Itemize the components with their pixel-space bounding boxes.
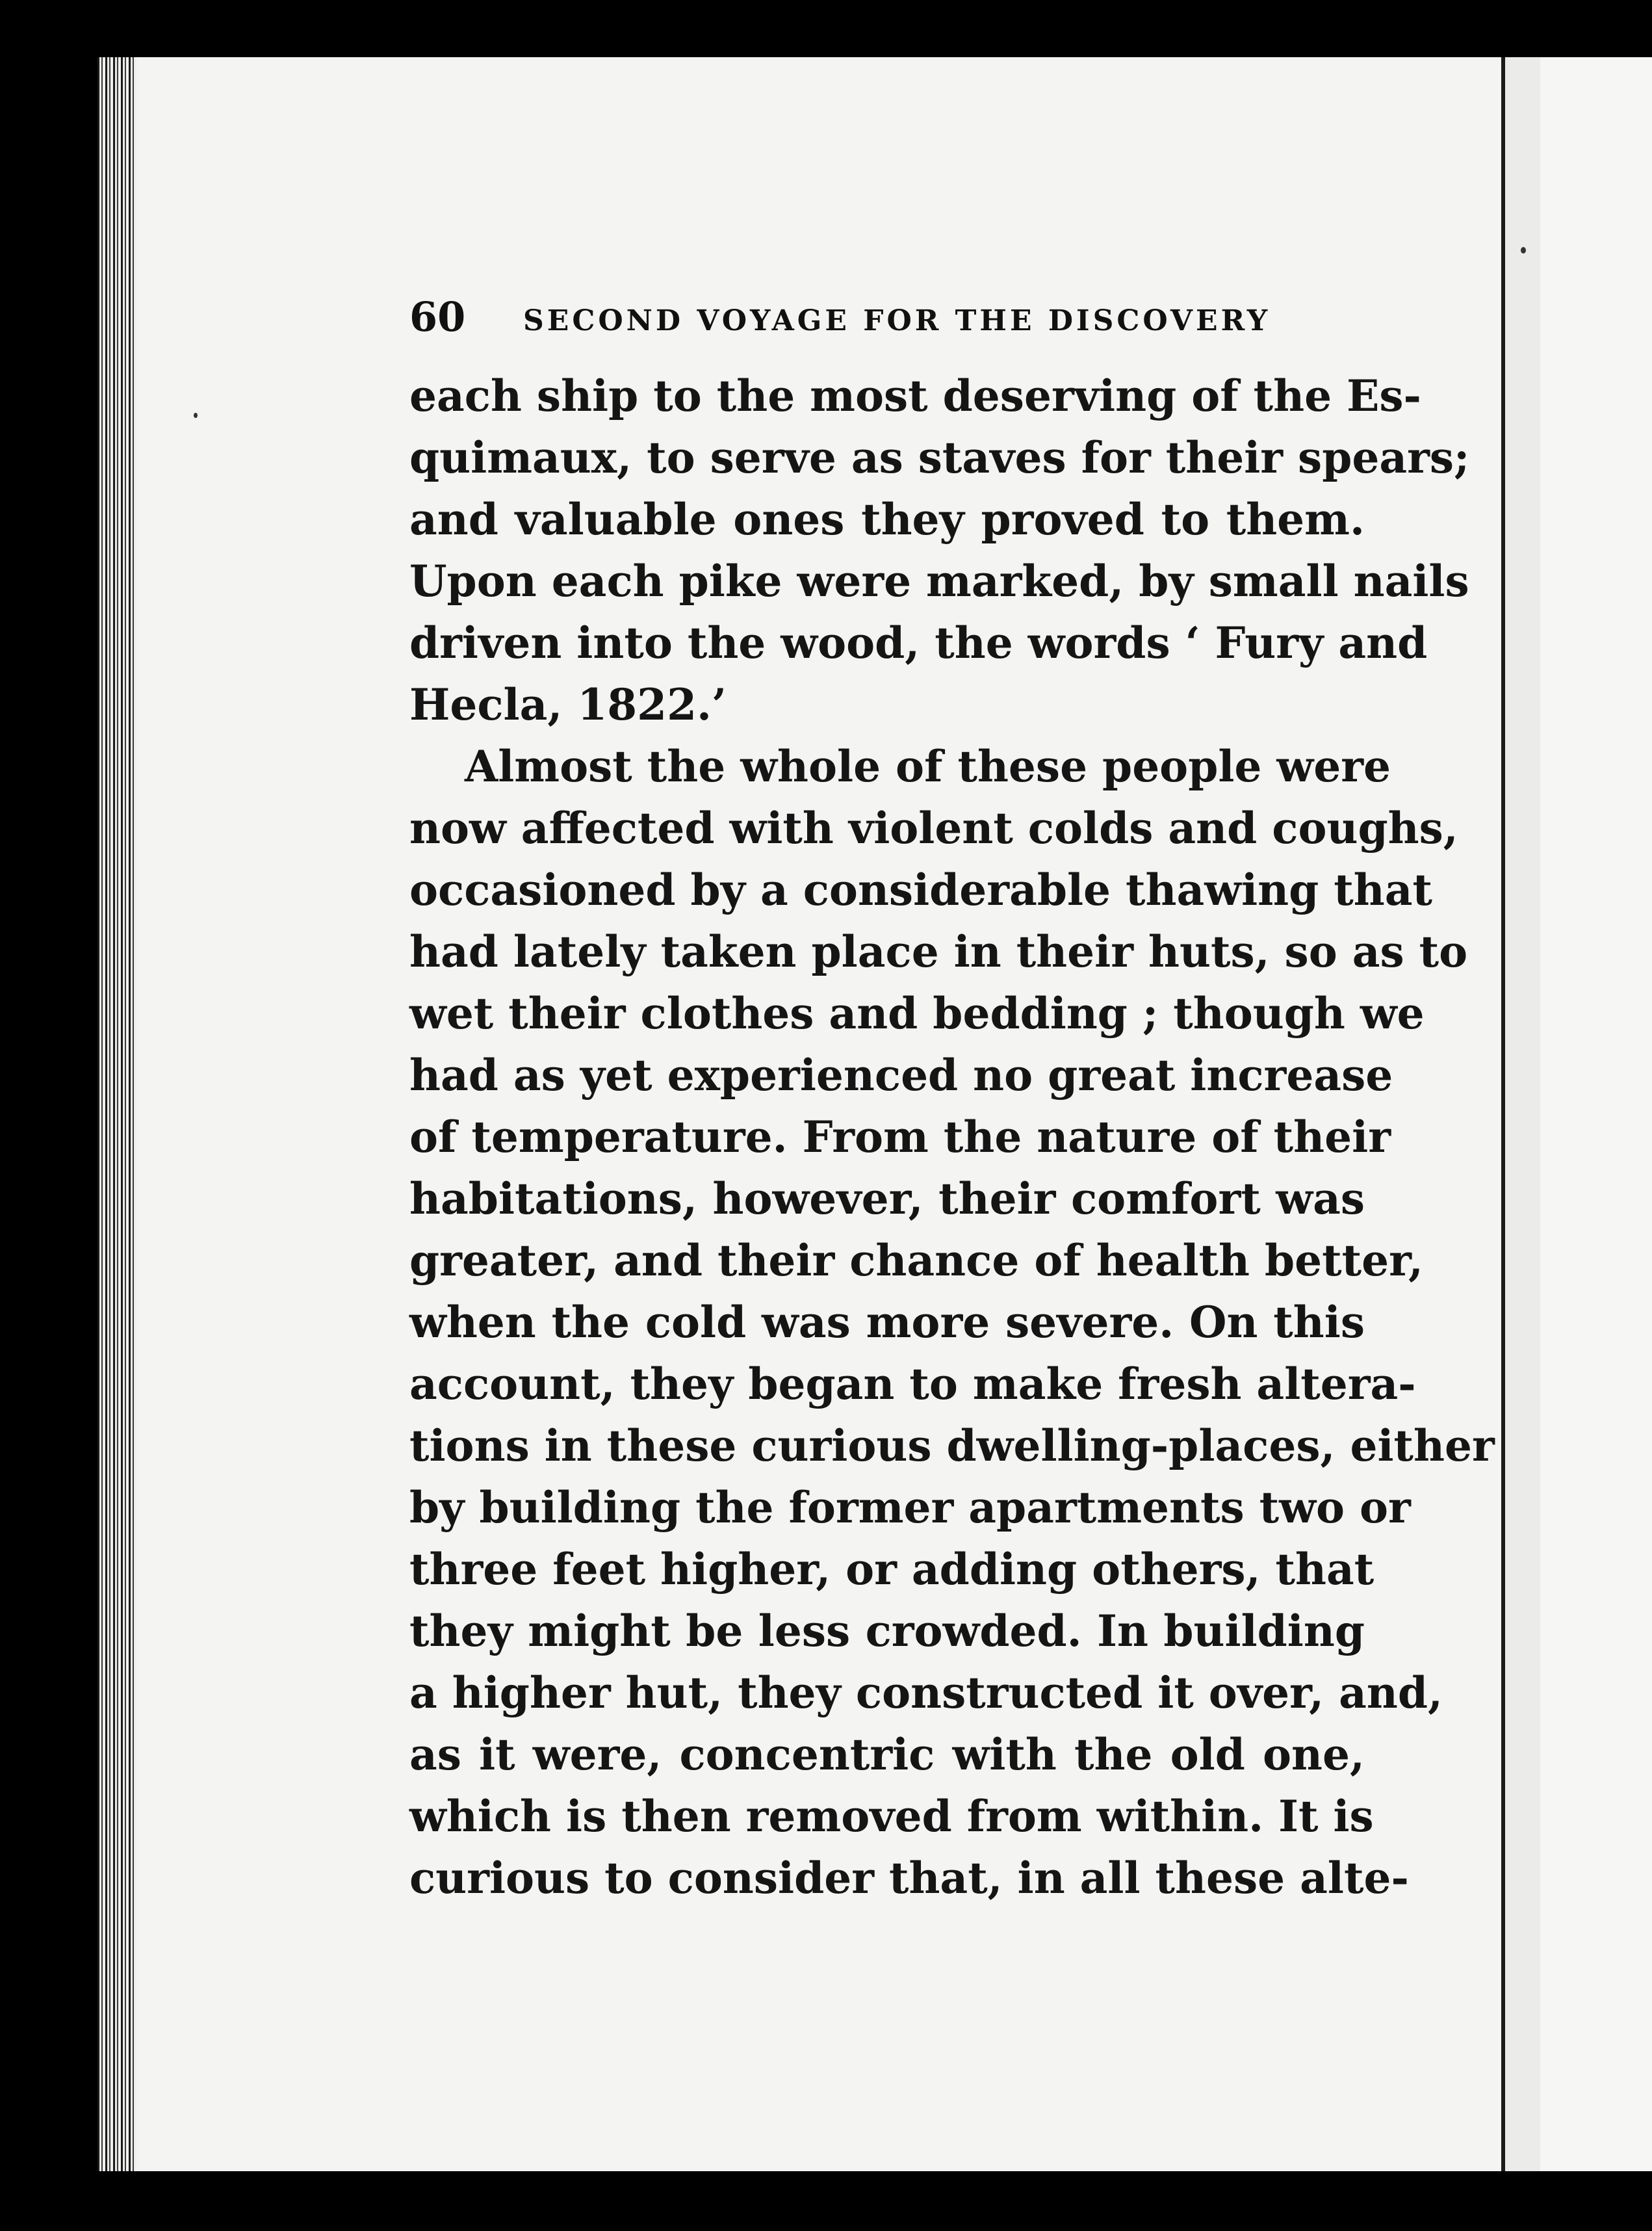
text-line: when the cold was more severe. On this xyxy=(409,1297,1365,1348)
text-line: quimaux, to serve as staves for their spears; xyxy=(409,432,1470,483)
text-line: driven into the wood, the words ‘ Fury and xyxy=(409,618,1428,668)
facing-page-edge xyxy=(1540,57,1652,2171)
scan-speck xyxy=(194,413,198,418)
text-line: and valuable ones they proved to them. xyxy=(409,494,1365,545)
text-line: greater, and their chance of health better, xyxy=(409,1235,1424,1286)
text-line: had lately taken place in their huts, so as to xyxy=(409,926,1468,977)
text-line: habitations, however, their comfort was xyxy=(409,1173,1365,1224)
text-line: Almost the whole of these people were xyxy=(465,741,1391,792)
text-line: each ship to the most deserving of the Es- xyxy=(409,371,1421,421)
text-line: Hecla, 1822.’ xyxy=(409,679,727,730)
text-line: curious to consider that, in all these alte- xyxy=(409,1853,1409,1903)
text-line: wet their clothes and bedding ; though we xyxy=(409,988,1425,1039)
text-line: of temperature. From the nature of their xyxy=(409,1112,1391,1162)
text-line: as it were, concentric with the old one, xyxy=(409,1729,1365,1780)
text-line: tions in these curious dwelling-places, either xyxy=(409,1420,1495,1471)
text-line: a higher hut, they constructed it over, and, xyxy=(409,1667,1443,1718)
text-line: occasioned by a considerable thawing that xyxy=(409,865,1432,915)
scan-speck xyxy=(1521,247,1526,254)
page-gutter xyxy=(1501,57,1544,2171)
text-line: Upon each pike were marked, by small nails xyxy=(409,556,1469,607)
page-binding-edge xyxy=(97,57,136,2171)
body-text xyxy=(409,365,1495,1909)
text-line: account, they began to make fresh altera- xyxy=(409,1359,1416,1409)
text-line: three feet higher, or adding others, that xyxy=(409,1544,1375,1595)
text-line: now affected with violent colds and coughs, xyxy=(409,803,1458,854)
page-header xyxy=(409,291,1365,343)
page-number: 60 xyxy=(409,293,466,341)
text-line: which is then removed from within. It is xyxy=(409,1791,1374,1842)
running-head: SECOND VOYAGE FOR THE DISCOVERY xyxy=(523,304,1271,337)
text-line: by building the former apartments two or xyxy=(409,1482,1411,1533)
text-line: they might be less crowded. In building xyxy=(409,1606,1365,1656)
text-line: had as yet experienced no great increase xyxy=(409,1050,1393,1101)
